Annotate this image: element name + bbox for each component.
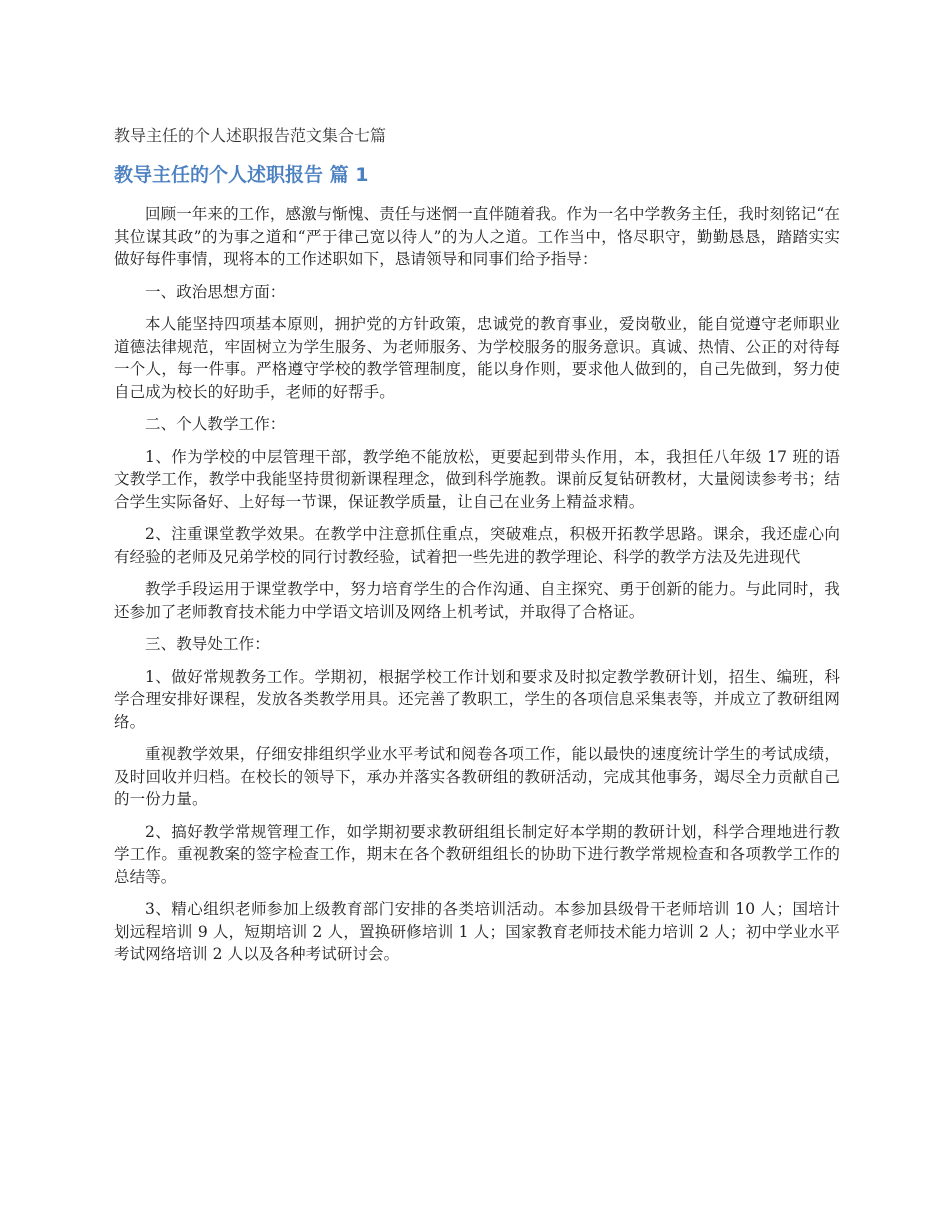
- subheading-teaching: 二、个人教学工作：: [145, 415, 286, 433]
- section-heading: 教导主任的个人述职报告 篇 1: [114, 164, 369, 186]
- paragraph-political: 本人能坚持四项基本原则，拥护党的方针政策，忠诚党的教育事业，爱岗敬业，能自觉遵守老师职业道德法律规范，牢固树立为学生服务、为老师服务、为学校服务的服务意识。真诚、热情、公正的对待每一个人，每一件事。严格遵守学校的教学管理制度，能以身作则，要求他人做到的，自己先做到，努力使自己成为校长的好助手，老师的好帮手。: [114, 315, 840, 401]
- paragraph-teaching-2: 2、注重课堂教学效果。在教学中注意抓住重点，突破难点，积极开拓教学思路。课余，我还虚心向有经验的老师及兄弟学校的同行讨教经验，试着把一些先进的教学理论、科学的教学方法及先进现代: [114, 525, 840, 566]
- paragraph-intro: 回顾一年来的工作，感激与惭愧、责任与迷惘一直伴随着我。作为一名中学教务主任，我时刻铭记“在其位谋其政”的为事之道和“严于律己宽以待人”的为人之道。工作当中，恪尽职守，勤勤恳恳，踏踏实实做好每件事情，现将本的工作述职如下，恳请领导和同事们给予指导：: [114, 205, 840, 268]
- document-body: [114, 124, 840, 976]
- paragraph-teaching-1: 1、作为学校的中层管理干部，教学绝不能放松，更要起到带头作用，本，我担任八年级 17 班的语文教学工作，教学中我能坚持贯彻新课程理念，做到科学施教。课前反复钻研教材，大量阅读参考书；结合学生实际备好、上好每一节课，保证教学质量，让自己在业务上精益求精。: [114, 447, 840, 511]
- subheading-office: 三、教导处工作：: [145, 635, 270, 653]
- paragraph-office-4: 3、精心组织老师参加上级教育部门安排的各类培训活动。本参加县级骨干老师培训 10 人；国培计划远程培训 9 人，短期培训 2 人，置换研修培训 1 人；国家教育老师技术能力培训 2 人；初中学业水平考试网络培训 2 人以及各种考试研讨会。: [114, 900, 840, 963]
- subheading-political: 一、政治思想方面：: [145, 282, 286, 301]
- document-title: 教导主任的个人述职报告范文集合七篇: [114, 126, 387, 145]
- paragraph-office-2: 重视教学效果，仔细安排组织学业水平考试和阅卷各项工作，能以最快的速度统计学生的考试成绩，及时回收并归档。在校长的领导下，承办并落实各教研组的教研活动，完成其他事务，竭尽全力贡献自己的一份力量。: [114, 745, 840, 808]
- paragraph-teaching-3: 教学手段运用于课堂教学中，努力培育学生的合作沟通、自主探究、勇于创新的能力。与此同时，我还参加了老师教育技术能力中学语文培训及网络上机考试，并取得了合格证。: [114, 580, 840, 621]
- paragraph-office-1: 1、做好常规教务工作。学期初，根据学校工作计划和要求及时拟定教学教研计划，招生、编班，科学合理安排好课程，发放各类教学用具。还完善了教职工，学生的各项信息采集表等，并成立了教研组网络。: [114, 667, 840, 731]
- paragraph-office-3: 2、搞好教学常规管理工作，如学期初要求教研组组长制定好本学期的教研计划，科学合理地进行教学工作。重视教案的签字检查工作，期末在各个教研组组长的协助下进行教学常规检查和各项教学工作的总结等。: [114, 822, 840, 886]
